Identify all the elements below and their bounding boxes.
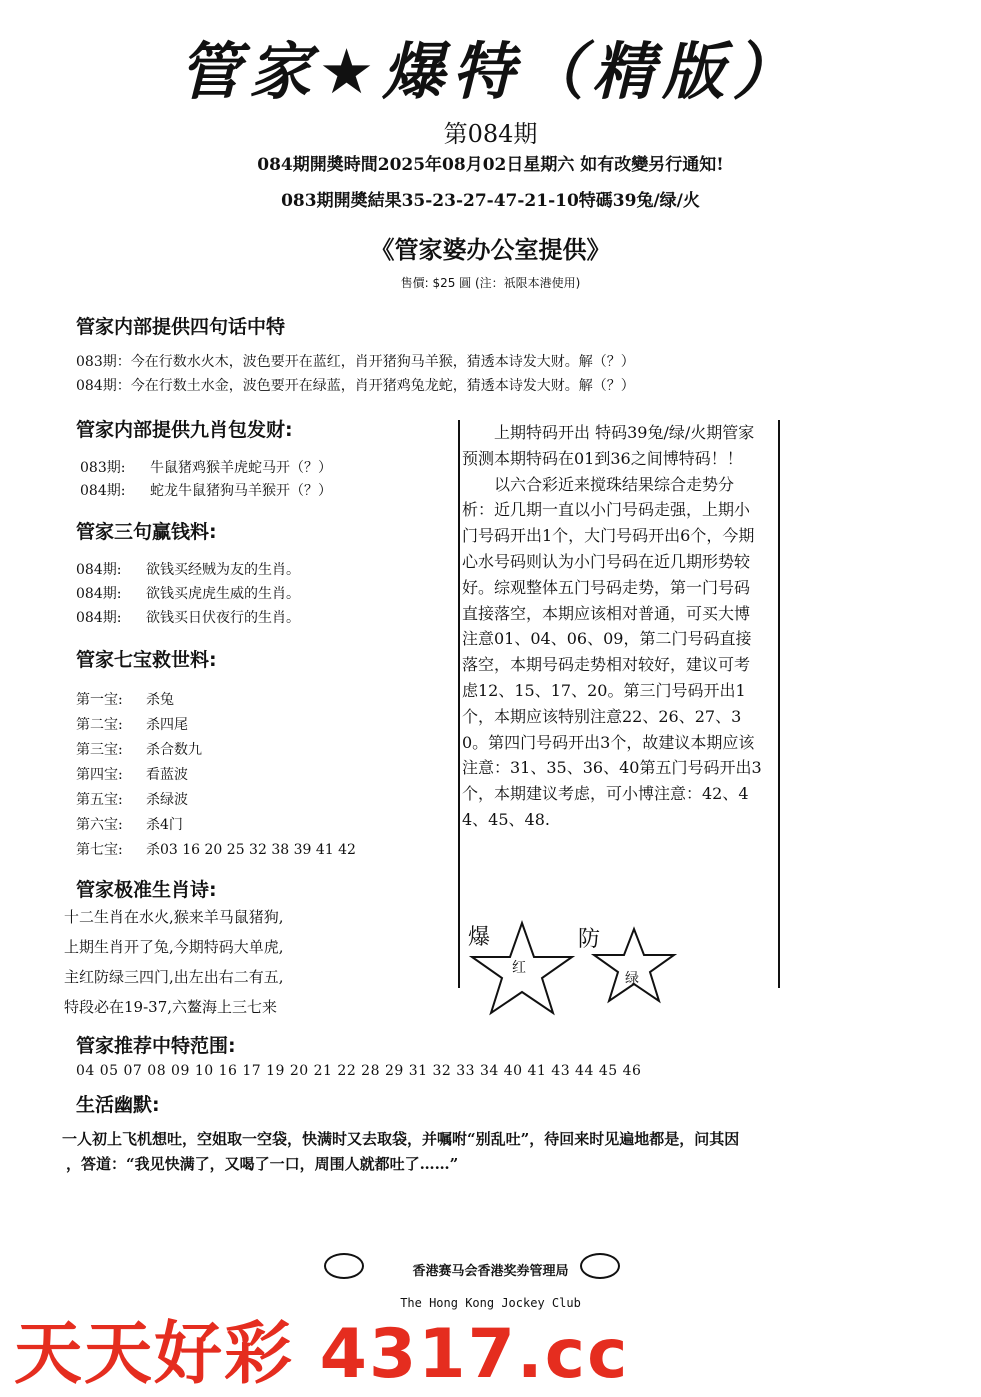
- analysis-paragraph: 以六合彩近来搅珠结果综合走势分析：近几期一直以小门号码走强，上期小门号码开出1个，大门号码开出6个，今期心水号码则认为小门号码在近几期形势较好。综观整体五门号码走势，第一门号码直接落空，本期应该相对普通，可买大博注意01、04、06、09，第二门号码直接落空，本期号码走势相对较好，建议可考虑12、15、17、20。第三门号码开出1个，本期应该特别注意22、26、27、30。第四门号码开出3个，故建议本期应该注意：31、35、36、40第五门号码开出3个，本期建议考虑，可小博注意：42、44、45、48.: [462, 474, 762, 829]
- row-label: 第三宝:: [76, 742, 123, 758]
- next-draw-info: 084期開奬時間2025年08月02日星期六 如有改變另行通知!: [257, 155, 724, 175]
- nine-zodiac-row: [80, 457, 332, 477]
- row-label: 第四宝:: [76, 767, 123, 783]
- row-label: 第五宝:: [76, 792, 123, 808]
- poem-line: 十二生肖在水火,猴来羊马鼠猪狗,: [64, 908, 284, 926]
- poem-heading: 管家极准生肖诗:: [76, 879, 217, 901]
- star1-color: 红: [512, 960, 526, 976]
- treasure-row: [76, 739, 202, 759]
- row-label: 084期:: [80, 483, 126, 499]
- row-text: 杀合数九: [146, 742, 202, 758]
- treasure-row: [76, 789, 188, 809]
- star2-color: 绿: [625, 971, 639, 987]
- row-label: 084期:: [76, 562, 122, 578]
- treasure-row: [76, 689, 174, 709]
- treasure-row: [76, 839, 356, 859]
- humor-heading: 生活幽默:: [76, 1094, 160, 1116]
- price-note: 售價: $25 圓 (注：祇限本港使用): [400, 276, 581, 290]
- humor-line: ，答道：“我见快满了，又喝了一口，周围人就都吐了……”: [66, 1155, 459, 1173]
- row-text: 欲钱买虎虎生威的生肖。: [146, 586, 300, 602]
- range-heading: 管家推荐中特范围:: [76, 1035, 236, 1057]
- seven-treasures-heading: 管家七宝救世料:: [76, 649, 217, 671]
- poem-line: 上期生肖开了兔,今期特码大单虎,: [64, 938, 284, 956]
- row-text: 蛇龙牛鼠猪狗马羊猴开（？）: [150, 483, 332, 499]
- analysis-text: [462, 420, 764, 833]
- row-text: 杀03 16 20 25 32 38 39 41 42: [146, 842, 356, 858]
- row-text: 杀绿波: [146, 792, 188, 808]
- four-lines-083: 083期：今在行数水火木，波色要开在蓝红，肖开猪狗马羊猴，猜透本诗发大财。解（？）: [76, 354, 635, 370]
- row-text: 欲钱买经贼为友的生肖。: [146, 562, 300, 578]
- row-text: 杀兔: [146, 692, 174, 708]
- row-label: 084期:: [76, 586, 122, 602]
- provider-title: 《管家婆办公室提供》: [370, 235, 611, 264]
- row-label: 第二宝:: [76, 717, 123, 733]
- row-label: 084期:: [76, 610, 122, 626]
- four-lines-084: 084期：今在行数土水金，波色要开在绿蓝，肖开猪鸡兔龙蛇，猜透本诗发大财。解（？）: [76, 378, 635, 394]
- row-text: 杀4门: [146, 817, 183, 833]
- range-numbers: 04 05 07 08 09 10 16 17 19 20 21 22 28 29 31 32 33 34 40 41 43 44 45 46: [76, 1063, 642, 1079]
- last-result-info: 083期開奬結果35-23-27-47-21-10特碼39兔/绿/火: [281, 191, 700, 211]
- three-lines-heading: 管家三句赢钱料:: [76, 521, 217, 543]
- row-label: 083期:: [80, 460, 126, 476]
- poem-line: 主红防绿三四门,出左出右二有五,: [64, 968, 284, 986]
- star2-label: 防: [578, 927, 601, 952]
- hkjc-name-cn: 香港赛马会香港奖券管理局: [412, 1264, 569, 1279]
- treasure-row: [76, 764, 188, 784]
- row-label: 第六宝:: [76, 817, 123, 833]
- treasure-row: [76, 714, 188, 734]
- issue-number: 第084期: [443, 120, 538, 148]
- three-lines-row: [76, 583, 300, 603]
- analysis-paragraph: 上期特码开出 特码39兔/绿/火期管家预测本期特码在01到36之间博特码！！: [462, 423, 755, 468]
- row-text: 杀四尾: [146, 717, 188, 733]
- row-label: 第七宝:: [76, 842, 123, 858]
- three-lines-row: [76, 559, 300, 579]
- page-title: 管家★爆特（精版）: [178, 35, 803, 108]
- star-green-icon: [594, 929, 674, 1001]
- row-text: 看蓝波: [146, 767, 188, 783]
- three-lines-row: [76, 607, 300, 627]
- row-text: 牛鼠猪鸡猴羊虎蛇马开（？）: [150, 460, 332, 476]
- hkjc-name-en: The Hong Kong Jockey Club: [400, 1296, 581, 1310]
- star1-label: 爆: [468, 925, 491, 950]
- watermark-text: 天天好彩 4317.cc: [14, 1315, 630, 1394]
- four-lines-heading: 管家内部提供四句话中特: [76, 316, 286, 338]
- nine-zodiac-heading: 管家内部提供九肖包发财:: [76, 419, 293, 441]
- row-label: 第一宝:: [76, 692, 123, 708]
- nine-zodiac-row: [80, 480, 332, 500]
- humor-line: 一人初上飞机想吐，空姐取一空袋，快满时又去取袋，并嘱咐“别乱吐”，待回来时见遍地都是，问其因: [62, 1130, 740, 1148]
- poem-line: 特段必在19-37,六鳌海上三七来: [64, 998, 278, 1016]
- stars-graphic: [462, 915, 762, 1025]
- treasure-row: [76, 814, 183, 834]
- row-text: 欲钱买日伏夜行的生肖。: [146, 610, 300, 626]
